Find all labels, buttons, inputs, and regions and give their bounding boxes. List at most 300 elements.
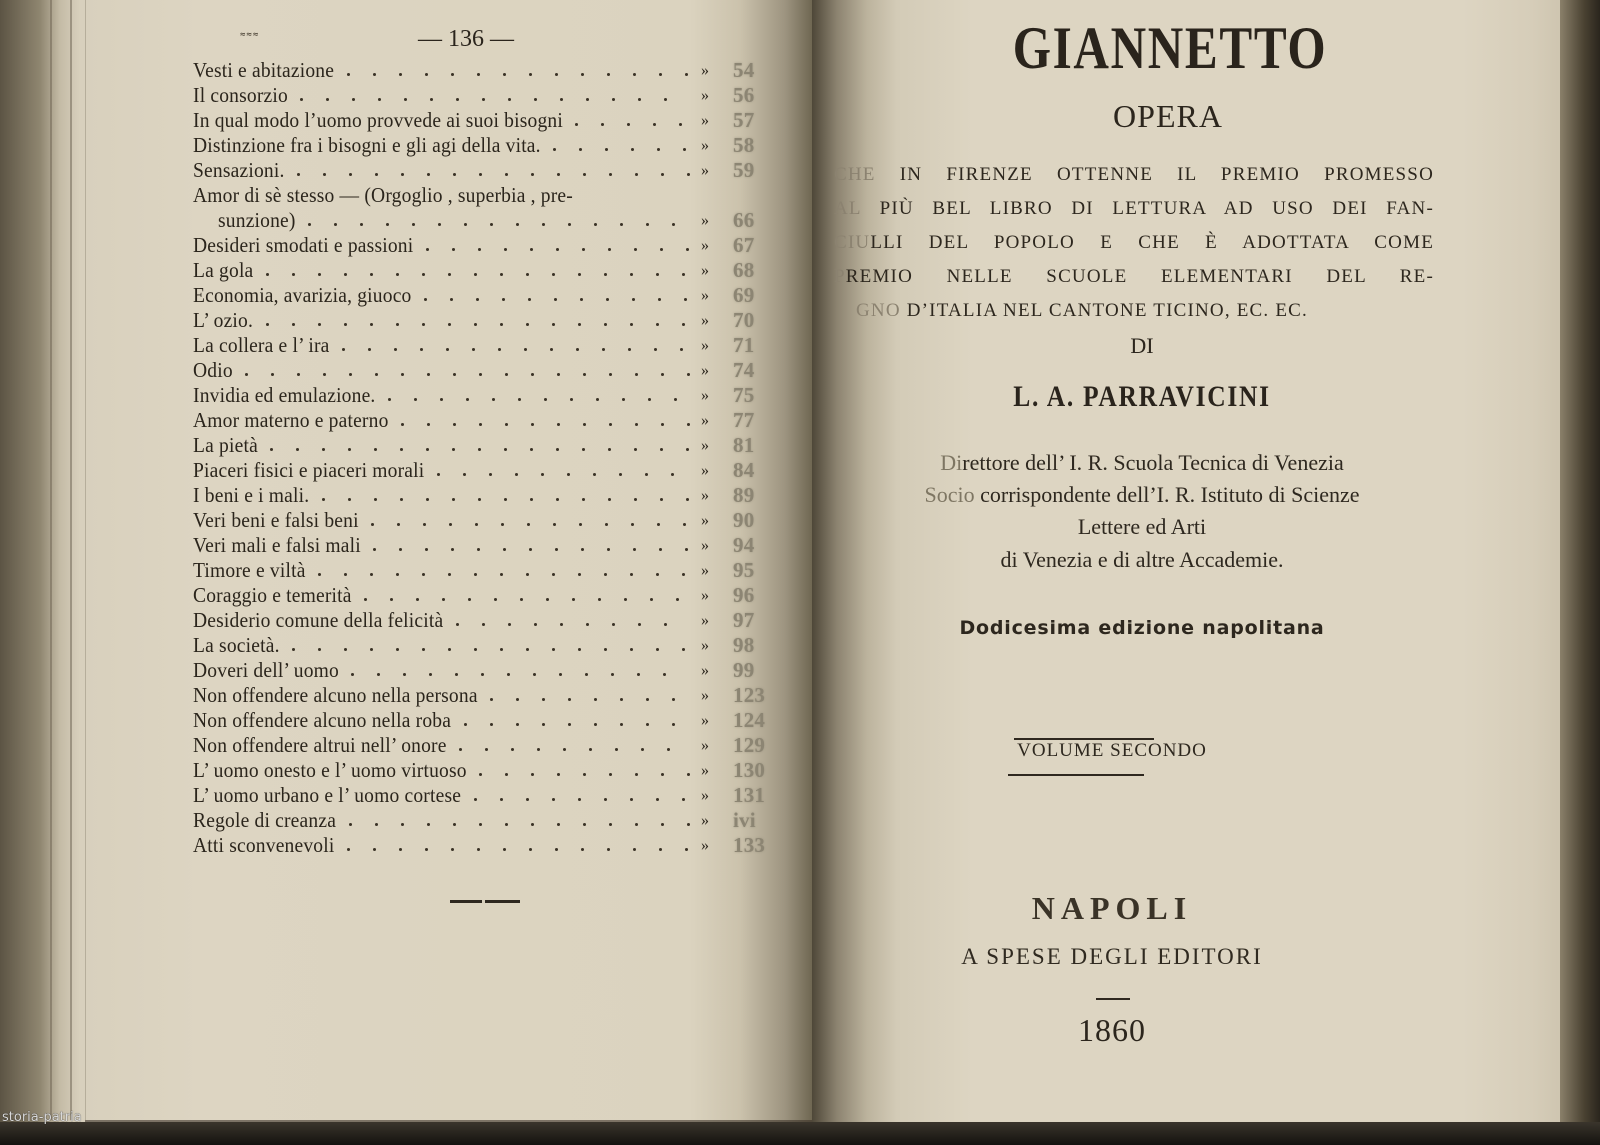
leader-dot	[589, 748, 592, 751]
toc-entry-page: 89	[733, 483, 755, 507]
leader-dot	[556, 498, 559, 501]
leader-dot	[374, 498, 377, 501]
leader-dot	[682, 273, 685, 276]
toc-entry-page: 56	[733, 83, 755, 107]
rule-above-year	[1096, 998, 1130, 1000]
leader-dot	[370, 323, 373, 326]
leader-dot	[604, 573, 607, 576]
leader-dot	[477, 848, 480, 851]
leader-dot	[498, 348, 501, 351]
leader-dot	[468, 598, 471, 601]
leader-dot	[583, 173, 586, 176]
leader-dot	[396, 273, 399, 276]
leader-dot	[630, 273, 633, 276]
leader-dot	[364, 598, 367, 601]
leader-dot	[531, 823, 534, 826]
toc-entry-page: 98	[733, 633, 755, 657]
leader-dot	[578, 323, 581, 326]
leader-dot	[308, 223, 311, 226]
leader-dot	[374, 448, 377, 451]
leader-dot	[425, 848, 428, 851]
leader-dot	[422, 323, 425, 326]
toc-entry-page: 133	[733, 833, 766, 857]
leader-dot	[682, 798, 685, 801]
leader-dot	[526, 648, 529, 651]
leader-dot	[581, 73, 584, 76]
leader-dot	[427, 373, 430, 376]
leader-dot	[245, 373, 248, 376]
leader-dot	[474, 573, 477, 576]
leader-dot	[661, 173, 664, 176]
leader-dot	[556, 248, 559, 251]
toc-entry	[193, 58, 773, 83]
toc-entry-title: La società.	[193, 633, 280, 657]
toc-entry-page: 77	[733, 408, 755, 432]
toc-entry-page: 124	[733, 708, 766, 732]
toc-entry-page: 97	[733, 608, 755, 632]
leader-dot	[609, 373, 612, 376]
leader-dot	[448, 273, 451, 276]
leader-dot	[344, 323, 347, 326]
leader-dot	[608, 498, 611, 501]
leader-dot	[452, 448, 455, 451]
leader-dot	[555, 548, 558, 551]
leader-dot	[609, 423, 612, 426]
ditto-mark: »	[701, 162, 710, 179]
leader-dot	[557, 373, 560, 376]
leader-dot	[638, 98, 641, 101]
toc-entry-title: L’ ozio.	[193, 308, 254, 332]
leader-dot	[266, 273, 269, 276]
leader-dot	[586, 623, 589, 626]
leader-dot	[631, 148, 634, 151]
leader-dot	[646, 723, 649, 726]
leader-dot	[575, 123, 578, 126]
toc-entry	[193, 233, 773, 258]
leader-dot	[611, 673, 614, 676]
leader-dot	[661, 773, 664, 776]
leader-dot	[635, 173, 638, 176]
leader-dot	[663, 673, 666, 676]
leader-dot	[504, 248, 507, 251]
leader-dot	[585, 673, 588, 676]
leader-dot	[425, 73, 428, 76]
toc-entry-page: 94	[733, 533, 755, 557]
leader-dot	[682, 323, 685, 326]
leader-dot	[578, 798, 581, 801]
toc-entry-page: 66	[733, 208, 755, 232]
toc-entry-page: 75	[733, 383, 755, 407]
description-line-faded: CHE	[834, 164, 876, 185]
leader-dot	[646, 698, 649, 701]
leader-dot	[580, 298, 583, 301]
leader-dot	[375, 373, 378, 376]
leader-dot	[557, 423, 560, 426]
leader-dot	[687, 823, 690, 826]
toc-entry-page: 67	[733, 233, 755, 257]
leader-dot	[604, 323, 607, 326]
leader-dot	[323, 373, 326, 376]
leader-dot	[601, 123, 604, 126]
toc-entry-title: Amor di sè stesso — (Orgoglio , superbia , pre-	[193, 183, 573, 207]
toc-entry-title: L’ uomo onesto e l’ uomo virtuoso	[193, 758, 467, 782]
leader-dot	[560, 98, 563, 101]
leader-dot	[627, 123, 630, 126]
leader-dot	[375, 823, 378, 826]
leader-dot	[630, 323, 633, 326]
toc-entry-page: 58	[733, 133, 755, 157]
toc-entry-page: 68	[733, 258, 755, 282]
leader-dot	[479, 173, 482, 176]
leader-dot	[342, 348, 345, 351]
toc-entry-title: Piaceri fisici e piaceri morali	[193, 458, 425, 482]
leader-dot	[452, 248, 455, 251]
credential-line	[832, 547, 1452, 573]
leader-dot	[633, 848, 636, 851]
leader-dot	[635, 773, 638, 776]
leader-dot	[555, 73, 558, 76]
leader-dot	[403, 673, 406, 676]
ditto-mark: »	[701, 262, 710, 279]
leader-dot	[349, 823, 352, 826]
leader-dot	[550, 348, 553, 351]
leader-dot	[638, 623, 641, 626]
author-name: L. A. PARRAVICINI	[1013, 380, 1271, 413]
leader-dot	[399, 848, 402, 851]
leader-dot	[609, 823, 612, 826]
toc-entry-title: Non offendere alcuno nella persona	[193, 683, 478, 707]
leader-dot	[635, 823, 638, 826]
leader-dot	[453, 423, 456, 426]
leader-dot	[427, 423, 430, 426]
leader-dot	[531, 373, 534, 376]
leader-dot	[560, 623, 563, 626]
toc-entry	[193, 783, 773, 808]
leader-dot	[687, 423, 690, 426]
credential-text: corrispondente dell’I. R. Istituto di Scienze	[974, 482, 1360, 507]
toc-entry-title: Regole di creanza	[193, 808, 337, 832]
leader-dot	[400, 448, 403, 451]
toc-entry-title: Veri beni e falsi beni	[193, 508, 359, 532]
toc-entry-page: 84	[733, 458, 755, 482]
toc-entry-page: 129	[733, 733, 766, 757]
leader-dot	[463, 473, 466, 476]
leader-dot	[604, 273, 607, 276]
leader-dot	[612, 98, 615, 101]
leader-dot	[416, 598, 419, 601]
toc-entry	[193, 183, 773, 208]
ditto-mark: »	[701, 337, 710, 354]
ditto-mark: »	[701, 712, 710, 729]
leader-dot	[422, 648, 425, 651]
toc-entry	[193, 683, 773, 708]
leader-dot	[583, 373, 586, 376]
leader-dot	[546, 598, 549, 601]
description-line-faded: P	[834, 266, 846, 287]
leader-dot	[680, 348, 683, 351]
leader-dot	[464, 223, 467, 226]
leader-dot	[511, 748, 514, 751]
leader-dot	[604, 648, 607, 651]
leader-dot	[481, 673, 484, 676]
leader-dot	[686, 248, 689, 251]
leader-dot	[684, 298, 687, 301]
leader-dot	[297, 173, 300, 176]
leader-dot	[430, 98, 433, 101]
publication-city: NAPOLI	[1031, 890, 1193, 926]
leader-dot	[479, 823, 482, 826]
leader-dot	[556, 448, 559, 451]
toc-entry	[193, 383, 773, 408]
leader-dot	[659, 548, 662, 551]
leader-dot	[503, 73, 506, 76]
toc-entry-title: Doveri dell’ uomo	[193, 658, 339, 682]
leader-dot	[632, 298, 635, 301]
leader-dot	[528, 298, 531, 301]
leader-dot	[607, 848, 610, 851]
leader-dot	[555, 848, 558, 851]
leader-dot	[534, 623, 537, 626]
leader-dot	[451, 548, 454, 551]
leader-dot	[552, 573, 555, 576]
leader-dot	[507, 673, 510, 676]
ditto-mark: »	[701, 462, 710, 479]
leader-dot	[448, 648, 451, 651]
leader-dot	[594, 223, 597, 226]
leader-dot	[427, 823, 430, 826]
leader-dot	[505, 823, 508, 826]
leader-dot	[620, 223, 623, 226]
leader-dot	[446, 348, 449, 351]
leader-dot	[400, 498, 403, 501]
toc-entry	[193, 133, 773, 158]
leader-dot	[661, 423, 664, 426]
ditto-mark: »	[701, 787, 710, 804]
leader-dot	[602, 348, 605, 351]
leader-dot	[349, 173, 352, 176]
leader-dot	[426, 498, 429, 501]
leader-dot	[423, 523, 426, 526]
leader-dot	[344, 573, 347, 576]
leader-dot	[401, 173, 404, 176]
leader-dot	[541, 473, 544, 476]
toc-entry	[193, 733, 773, 758]
leader-dot	[401, 423, 404, 426]
leader-dot	[671, 473, 674, 476]
description-line	[834, 158, 1434, 192]
toc-entry-title: Non offendere alcuno nella roba	[193, 708, 452, 732]
toc-entry-title: Economia, avarizia, giuoco	[193, 283, 412, 307]
leader-dot	[500, 798, 503, 801]
leader-dot	[505, 173, 508, 176]
leader-dot	[377, 673, 380, 676]
leader-dot	[568, 723, 571, 726]
toc-entry	[193, 708, 773, 733]
leader-dot	[553, 148, 556, 151]
toc-entry-page: 57	[733, 108, 755, 132]
credential-faded: Di	[940, 450, 963, 475]
leader-dot	[296, 448, 299, 451]
toc-entry	[193, 108, 773, 133]
toc-entry-title: Vesti e abitazione	[193, 58, 335, 82]
toc-entry	[193, 808, 773, 833]
leader-dot	[660, 498, 663, 501]
leader-dot	[351, 673, 354, 676]
toc-entry-title: La collera e l’ ira	[193, 333, 330, 357]
leader-dot	[490, 698, 493, 701]
toc-entry-title: La gola	[193, 258, 254, 282]
description-line-faded: AL	[834, 198, 862, 219]
leader-dot	[482, 623, 485, 626]
leader-dot	[344, 273, 347, 276]
leader-dot	[477, 548, 480, 551]
leader-dot	[619, 473, 622, 476]
leader-dot	[422, 273, 425, 276]
leader-dot	[552, 798, 555, 801]
leader-dot	[494, 598, 497, 601]
leader-dot	[634, 248, 637, 251]
leader-dot	[526, 273, 529, 276]
toc-entry	[193, 83, 773, 108]
leader-dot	[516, 223, 519, 226]
leader-dot	[505, 423, 508, 426]
leader-dot	[459, 748, 462, 751]
leader-dot	[570, 398, 573, 401]
leader-dot	[503, 548, 506, 551]
ditto-mark: »	[701, 837, 710, 854]
leader-dot	[530, 248, 533, 251]
toc-entry	[193, 458, 773, 483]
leader-dot	[557, 773, 560, 776]
description-line	[834, 226, 1434, 260]
leader-dot	[370, 648, 373, 651]
leader-dot	[485, 748, 488, 751]
ditto-mark: »	[701, 587, 710, 604]
leader-dot	[586, 98, 589, 101]
credential-line	[832, 482, 1452, 508]
toc-entry-page: ivi	[733, 808, 756, 832]
leader-dot	[609, 173, 612, 176]
leader-dot	[567, 473, 570, 476]
leader-dot	[582, 498, 585, 501]
leader-dot	[607, 73, 610, 76]
leader-dot	[399, 548, 402, 551]
toc-entry-title: Sensazioni.	[193, 158, 285, 182]
credential-text: di Venezia e di altre Accademie.	[1000, 547, 1284, 572]
ditto-mark: »	[701, 812, 710, 829]
leader-dot	[531, 773, 534, 776]
toc-entry-title: In qual modo l’uomo provvede ai suoi bisogni	[193, 108, 563, 132]
description-line-text: D’ITALIA NEL CANTONE TICINO, EC. EC.	[900, 300, 1308, 321]
leader-dot	[526, 573, 529, 576]
leader-dot	[686, 448, 689, 451]
leader-dot	[322, 498, 325, 501]
leader-dot	[612, 623, 615, 626]
leader-dot	[530, 498, 533, 501]
leader-dot	[437, 473, 440, 476]
leader-dot	[438, 223, 441, 226]
ditto-mark: »	[701, 512, 710, 529]
leader-dot	[583, 823, 586, 826]
toc-entry-page: 99	[733, 658, 755, 682]
leader-dot	[424, 298, 427, 301]
leader-dot	[526, 323, 529, 326]
toc-entry-title: Il consorzio	[193, 83, 288, 107]
ditto-mark: »	[701, 637, 710, 654]
leader-dot	[318, 573, 321, 576]
leader-dot	[448, 323, 451, 326]
leader-dot	[526, 798, 529, 801]
leader-dot	[620, 698, 623, 701]
leader-dot	[396, 573, 399, 576]
leader-dot	[370, 273, 373, 276]
leader-dot	[661, 373, 664, 376]
leader-dot	[426, 448, 429, 451]
leader-dot	[682, 648, 685, 651]
toc-entry-title: L’ uomo urbano e l’ uomo cortese	[193, 783, 462, 807]
toc-entry-page: 59	[733, 158, 755, 182]
toc-entry	[193, 658, 773, 683]
toc-entry	[193, 508, 773, 533]
leader-dot	[664, 623, 667, 626]
leader-dot	[504, 498, 507, 501]
leader-dot	[687, 773, 690, 776]
leader-dot	[472, 348, 475, 351]
leader-dot	[661, 823, 664, 826]
description-line-faded: GNO	[856, 300, 901, 321]
leader-dot	[659, 848, 662, 851]
page-number: — 136 —	[418, 26, 514, 52]
leader-dot	[622, 398, 625, 401]
leader-dot	[427, 173, 430, 176]
leader-dot	[609, 773, 612, 776]
description-line-text: REMIO NELLE SCUOLE ELEMENTARI DEL RE-	[845, 266, 1434, 287]
leader-dot	[502, 298, 505, 301]
leader-dot	[504, 448, 507, 451]
leader-dot	[557, 823, 560, 826]
leader-dot	[318, 323, 321, 326]
leader-dot	[500, 273, 503, 276]
leader-dot	[687, 373, 690, 376]
leader-dot	[628, 348, 631, 351]
leader-dot	[373, 73, 376, 76]
leader-dot	[500, 648, 503, 651]
leader-dot	[582, 448, 585, 451]
leader-dot	[414, 398, 417, 401]
toc-entry	[193, 558, 773, 583]
leader-dot	[386, 223, 389, 226]
leader-dot	[635, 373, 638, 376]
leader-dot	[479, 773, 482, 776]
leader-dot	[477, 73, 480, 76]
rule-below-volume	[1008, 774, 1144, 776]
description-line-text: LLI DEL POPOLO E CHE È ADOTTATA COME	[870, 232, 1434, 253]
ditto-mark: »	[701, 737, 710, 754]
leader-dot	[654, 348, 657, 351]
toc-entry-title: Odio	[193, 358, 233, 382]
leader-dot	[544, 398, 547, 401]
leader-dot	[292, 273, 295, 276]
leader-dot	[451, 73, 454, 76]
leader-dot	[394, 348, 397, 351]
end-rule-divider	[450, 900, 520, 907]
leader-dot	[456, 623, 459, 626]
toc-entry	[193, 208, 773, 233]
leader-dot	[520, 598, 523, 601]
leader-dot	[582, 248, 585, 251]
leader-dot	[429, 673, 432, 676]
leader-dot	[679, 123, 682, 126]
